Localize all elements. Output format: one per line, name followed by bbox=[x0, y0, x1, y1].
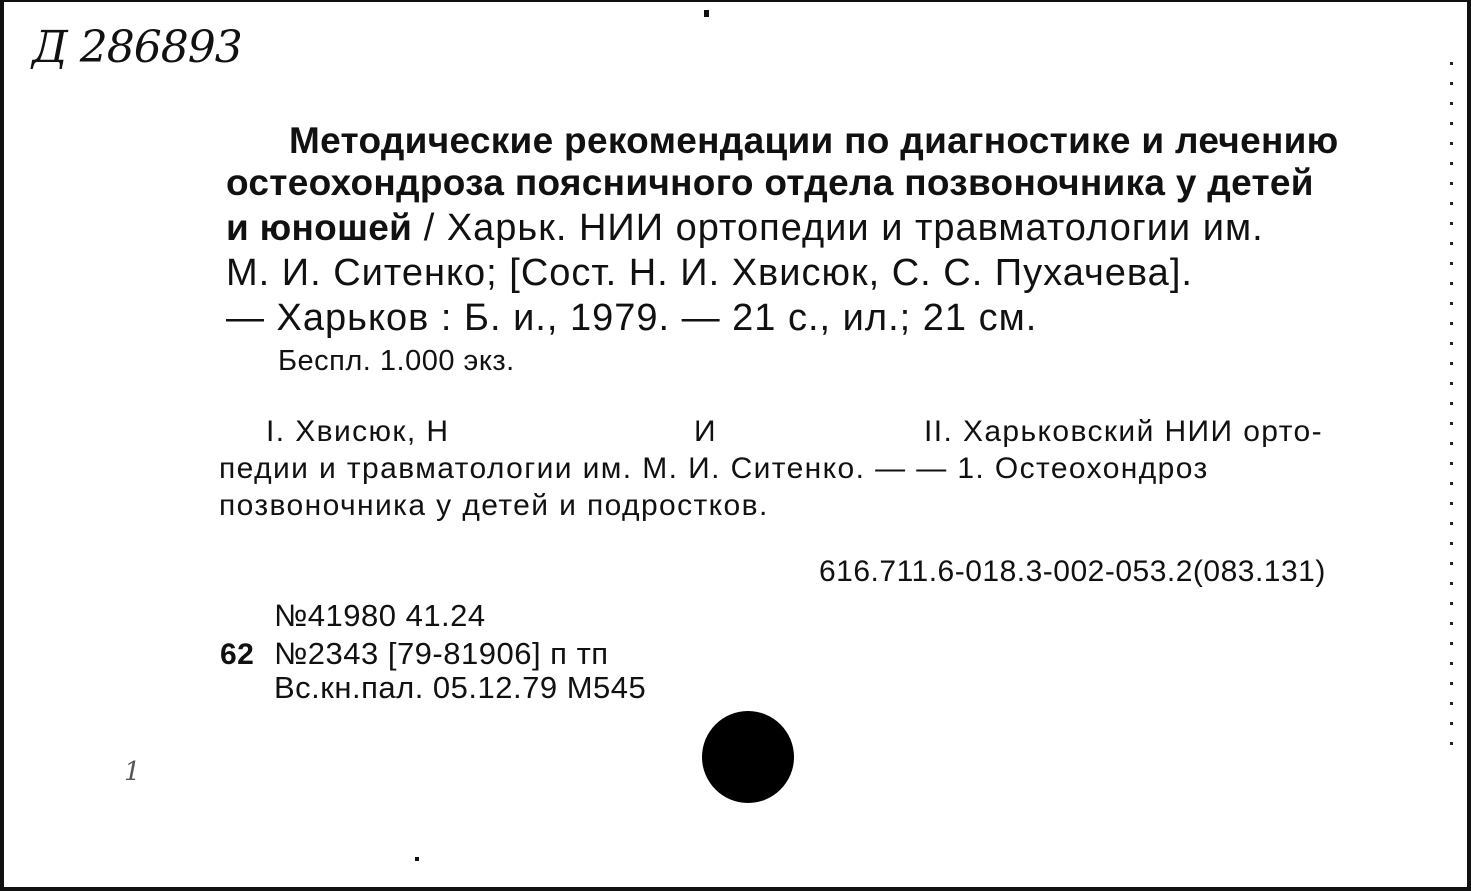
udc-classification: 616.711.6-018.3-002-053.2(083.131) bbox=[819, 555, 1326, 588]
price-and-print-run: Беспл. 1.000 экз. bbox=[278, 345, 515, 377]
tracing-line-1a: I. Хвисюк, Н bbox=[266, 415, 450, 448]
speck-top bbox=[704, 10, 709, 17]
right-edge-texture bbox=[1450, 62, 1453, 762]
title-line-3 bbox=[226, 207, 1264, 250]
title-line-1 bbox=[289, 120, 1339, 162]
speck-bottom bbox=[415, 857, 419, 861]
title-line-2-bold: остеохондроза поясничного отдела позвоночника у детей bbox=[226, 162, 1314, 203]
publication-details: — Харьков : Б. и., 1979. — 21 с., ил.; 21 см. bbox=[226, 297, 1038, 339]
registry-line-3: Вс.кн.пал. 05.12.79 М545 bbox=[274, 670, 647, 705]
title-line-2 bbox=[226, 162, 1314, 204]
registry-line-2: №2343 [79-81906] п тп bbox=[274, 636, 609, 671]
title-line-3-regular: / Харьк. НИИ ортопедии и травматологии им. bbox=[412, 207, 1264, 249]
registry-line-1: №41980 41.24 bbox=[274, 598, 486, 633]
statement-of-responsibility: М. И. Ситенко; [Сост. Н. И. Хвисюк, С. С. Пухачева]. bbox=[226, 252, 1193, 294]
tracing-line-2: педии и травматологии им. М. И. Ситенко. — — 1. Остеохондроз bbox=[219, 452, 1209, 485]
title-line-3-bold: и юношей bbox=[226, 207, 413, 248]
tracing-line-3: позвоночника у детей и подростков. bbox=[219, 489, 769, 522]
registry-prefix: 62 bbox=[220, 638, 255, 671]
tracing-line-1c: II. Харьковский НИИ орто- bbox=[924, 415, 1323, 448]
handwritten-inventory-number: Д 286893 bbox=[32, 22, 242, 73]
punch-hole bbox=[702, 711, 794, 803]
title-line-1-bold: Методические рекомендации по диагностике и лечению bbox=[289, 120, 1339, 161]
margin-pencil-mark: 1 bbox=[124, 757, 141, 787]
tracing-line-1b: И bbox=[694, 415, 717, 448]
